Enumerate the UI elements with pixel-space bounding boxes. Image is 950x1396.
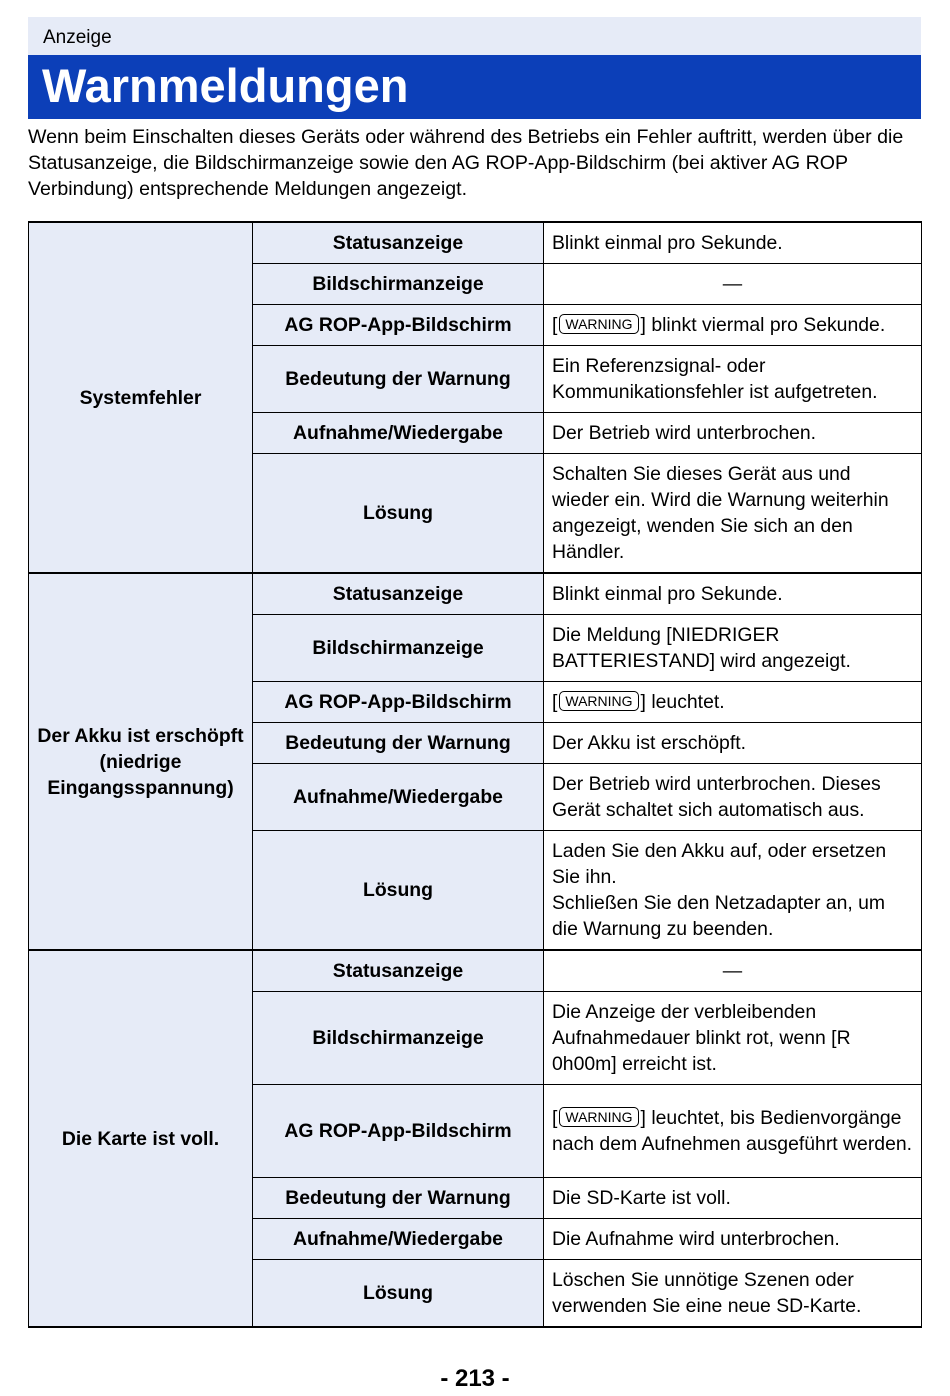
value-solution: Löschen Sie unnötige Szenen oder verwenden Sie eine neue SD-Karte. xyxy=(544,1260,922,1328)
label-app: AG ROP-App-Bildschirm xyxy=(253,682,544,723)
label-screen: Bildschirmanzeige xyxy=(253,264,544,305)
label-status: Statusanzeige xyxy=(253,950,544,992)
value-recording: Der Betrieb wird unterbrochen. Dieses Gerät schaltet sich automatisch aus. xyxy=(544,764,922,831)
app-text: ] leuchtet. xyxy=(640,691,725,713)
label-meaning: Bedeutung der Warnung xyxy=(253,723,544,764)
page-number: - 213 - xyxy=(440,1365,510,1392)
value-solution xyxy=(544,831,922,951)
category-system-error: Systemfehler xyxy=(29,222,253,573)
label-recording: Aufnahme/Wiedergabe xyxy=(253,413,544,454)
table-row xyxy=(29,950,922,992)
value-status: Blinkt einmal pro Sekunde. xyxy=(544,573,922,615)
value-meaning: Der Akku ist erschöpft. xyxy=(544,723,922,764)
section-header: Anzeige xyxy=(28,17,921,55)
intro-paragraph: Wenn beim Einschalten dieses Geräts oder während des Betriebs ein Fehler auftritt, werden über die Statusanzeige, die Bildschirmanzeige sowie den AG ROP-App-Bildschirm (bei aktiver AG ROP Verbindung) entsprechende Meldungen angezeigt. xyxy=(28,126,904,200)
value-screen: — xyxy=(544,264,922,305)
bracket-text: [ xyxy=(552,314,558,336)
value-meaning: Die SD-Karte ist voll. xyxy=(544,1178,922,1219)
value-recording: Der Betrieb wird unterbrochen. xyxy=(544,413,922,454)
label-screen: Bildschirmanzeige xyxy=(253,615,544,682)
label-app: AG ROP-App-Bildschirm xyxy=(253,305,544,346)
app-text: ] leuchtet, bis Bedienvorgänge nach dem Aufnehmen ausgeführt werden. xyxy=(552,1107,913,1155)
value-status: — xyxy=(544,950,922,992)
table-row xyxy=(29,573,922,615)
bracket-text: [ xyxy=(552,691,558,713)
warning-badge: WARNING xyxy=(559,691,638,711)
value-recording: Die Aufnahme wird unterbrochen. xyxy=(544,1219,922,1260)
warning-table xyxy=(28,221,922,1328)
value-screen: Die Anzeige der verbleibenden Aufnahmedauer blinkt rot, wenn [R 0h00m] erreicht ist. xyxy=(544,992,922,1085)
bracket-text: [ xyxy=(552,1107,558,1129)
label-screen: Bildschirmanzeige xyxy=(253,992,544,1085)
label-meaning: Bedeutung der Warnung xyxy=(253,346,544,413)
value-status: Blinkt einmal pro Sekunde. xyxy=(544,222,922,264)
value-screen: Die Meldung [NIEDRIGER BATTERIESTAND] wird angezeigt. xyxy=(544,615,922,682)
table-row xyxy=(29,222,922,264)
label-recording: Aufnahme/Wiedergabe xyxy=(253,764,544,831)
label-app: AG ROP-App-Bildschirm xyxy=(253,1085,544,1178)
solution-line: Laden Sie den Akku auf, oder ersetzen Sie ihn. xyxy=(552,840,887,888)
warning-badge: WARNING xyxy=(559,314,638,334)
value-app xyxy=(544,305,922,346)
label-meaning: Bedeutung der Warnung xyxy=(253,1178,544,1219)
warning-badge: WARNING xyxy=(559,1107,638,1127)
label-status: Statusanzeige xyxy=(253,222,544,264)
solution-line: Schließen Sie den Netzadapter an, um die Warnung zu beenden. xyxy=(552,892,886,940)
page-title: Warnmeldungen xyxy=(28,55,921,119)
label-solution: Lösung xyxy=(253,1260,544,1328)
label-solution: Lösung xyxy=(253,454,544,574)
label-recording: Aufnahme/Wiedergabe xyxy=(253,1219,544,1260)
category-battery-low: Der Akku ist erschöpft (niedrige Eingangsspannung) xyxy=(29,573,253,950)
value-solution: Schalten Sie dieses Gerät aus und wieder ein. Wird die Warnung weiterhin angezeigt, wenden Sie sich an den Händler. xyxy=(544,454,922,574)
value-app xyxy=(544,1085,922,1178)
app-text: ] blinkt viermal pro Sekunde. xyxy=(640,314,886,336)
label-status: Statusanzeige xyxy=(253,573,544,615)
value-app xyxy=(544,682,922,723)
category-card-full: Die Karte ist voll. xyxy=(29,950,253,1327)
value-meaning: Ein Referenzsignal- oder Kommunikationsfehler ist aufgetreten. xyxy=(544,346,922,413)
label-solution: Lösung xyxy=(253,831,544,951)
